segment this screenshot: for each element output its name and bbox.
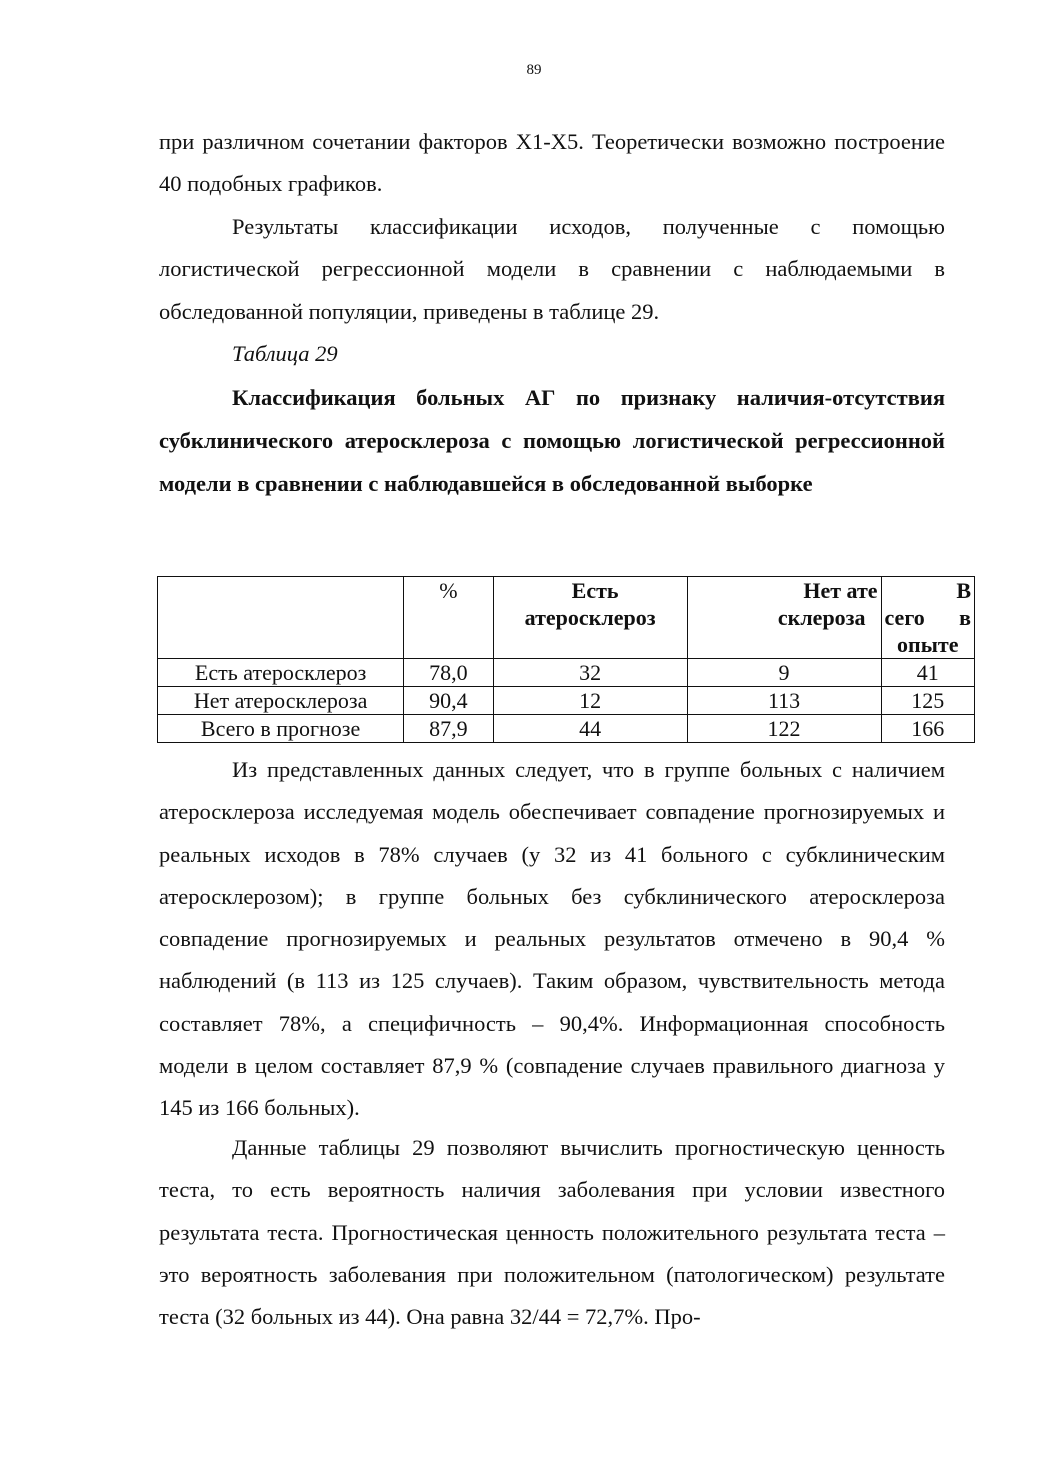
cell-total: 166 [881, 715, 974, 743]
paragraph-continuation: при различном сочетании факторов Х1-Х5. Теоретически возможно построение 40 подобных графиков. [159, 129, 945, 197]
header-no-atherosclerosis [687, 577, 881, 659]
page-number: 89 [526, 62, 542, 78]
table-caption: Классификация больных АГ по признаку наличия-отсутствия субклинического атеросклероза с помощью логистической регрессионной модели в сравнении с наблюдавшейся в обследованной выборке [159, 385, 945, 496]
header-percent: % [404, 577, 493, 659]
cell-total: 41 [881, 659, 974, 687]
cell-percent: 87,9 [404, 715, 493, 743]
cell-yes: 32 [493, 659, 687, 687]
table-header-row [158, 577, 975, 659]
header-total-line1: В [956, 578, 971, 603]
row-label: Всего в прогнозе [158, 715, 404, 743]
header-total [881, 577, 974, 659]
row-label: Нет атеросклероза [158, 687, 404, 715]
header-no-line2: склероза [777, 605, 866, 630]
cell-no: 113 [687, 687, 881, 715]
header-no-line1: Нет ате [803, 578, 878, 603]
cell-percent: 78,0 [404, 659, 493, 687]
header-yes-line2: атеросклероз [524, 605, 656, 630]
header-total-line3: опыте [897, 632, 959, 657]
cell-total: 125 [881, 687, 974, 715]
cell-percent: 90,4 [404, 687, 493, 715]
cell-no: 9 [687, 659, 881, 687]
header-yes-line1: Есть [571, 578, 619, 603]
table-row [158, 659, 975, 687]
paragraph-results-intro: Результаты классификации исходов, полученные с помощью логистической регрессионной модели в сравнении с наблюдаемыми в обследованной популяции, приведены в таблице 29. [159, 214, 945, 324]
paragraph-predictive-value: Данные таблицы 29 позволяют вычислить прогностическую ценность теста, то есть вероятность наличия заболевания при условии известного результата теста. Прогностическая ценность положительного результата теста – это вероятность заболевания при положительном (патологическом) результате теста (32 больных из 44). Она равна 32/44 = 72,7%. Про- [159, 1135, 945, 1330]
cell-no: 122 [687, 715, 881, 743]
table-label: Таблица 29 [232, 341, 338, 366]
header-empty-cell [158, 577, 404, 659]
table-row [158, 687, 975, 715]
header-total-line2b: в [959, 605, 971, 630]
cell-yes: 12 [493, 687, 687, 715]
cell-yes: 44 [493, 715, 687, 743]
header-total-line2a: сего [884, 605, 925, 630]
row-label: Есть атеросклероз [158, 659, 404, 687]
paragraph-analysis: Из представленных данных следует, что в группе больных с наличием атеросклероза исследуемая модель обеспечивает совпадение прогнозируемых и реальных исходов в 78% случаев (у 32 из 41 больного с субклиническим атеросклерозом); в группе больных без субклинического атеросклероза совпадение прогнозируемых и реальных результатов отмечено в 90,4 % наблюдений (в 113 из 125 случаев). Таким образом, чувствительность метода составляет 78%, а специфичность – 90,4%. Информационная способность модели в целом составляет 87,9 % (совпадение случаев правильного диагноза у 145 из 166 больных). [159, 757, 945, 1121]
header-total-line2 [885, 604, 971, 631]
classification-table [157, 576, 975, 743]
table-row [158, 715, 975, 743]
header-yes-atherosclerosis [493, 577, 687, 659]
